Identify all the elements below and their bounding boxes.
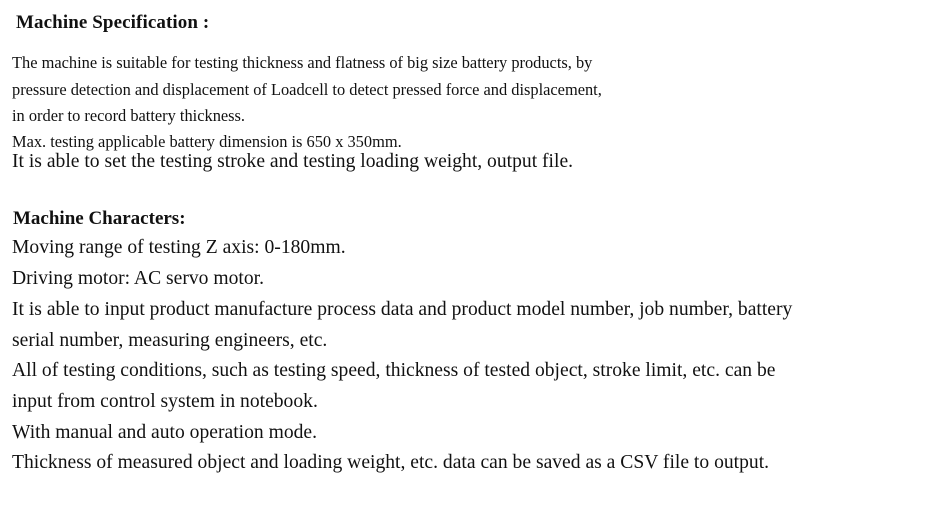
specification-line-4: Max. testing applicable battery dimension is 650 x 350mm. bbox=[12, 132, 402, 151]
specification-line-5: It is able to set the testing stroke and testing loading weight, output file. bbox=[12, 151, 574, 172]
characters-line-7: With manual and auto operation mode. bbox=[12, 422, 318, 443]
specification-heading: Machine Specification : bbox=[16, 12, 210, 33]
characters-heading: Machine Characters: bbox=[13, 208, 186, 229]
characters-line-8: Thickness of measured object and loading weight, etc. data can be saved as a CSV file to output. bbox=[12, 452, 770, 473]
characters-line-1: Moving range of testing Z axis: 0-180mm. bbox=[12, 237, 346, 258]
specification-line-2: pressure detection and displacement of Loadcell to detect pressed force and displacement, bbox=[12, 80, 602, 99]
characters-line-2: Driving motor: AC servo motor. bbox=[12, 268, 264, 289]
characters-line-4: serial number, measuring engineers, etc. bbox=[12, 330, 328, 351]
specification-line-1: The machine is suitable for testing thickness and flatness of big size battery products, by bbox=[12, 53, 593, 72]
characters-line-3: It is able to input product manufacture process data and product model number, job number, battery bbox=[12, 299, 793, 320]
specification-line-3: in order to record battery thickness. bbox=[12, 106, 246, 125]
characters-line-5: All of testing conditions, such as testing speed, thickness of tested object, stroke limit, etc. can be bbox=[12, 360, 776, 381]
characters-line-6: input from control system in notebook. bbox=[12, 391, 318, 412]
